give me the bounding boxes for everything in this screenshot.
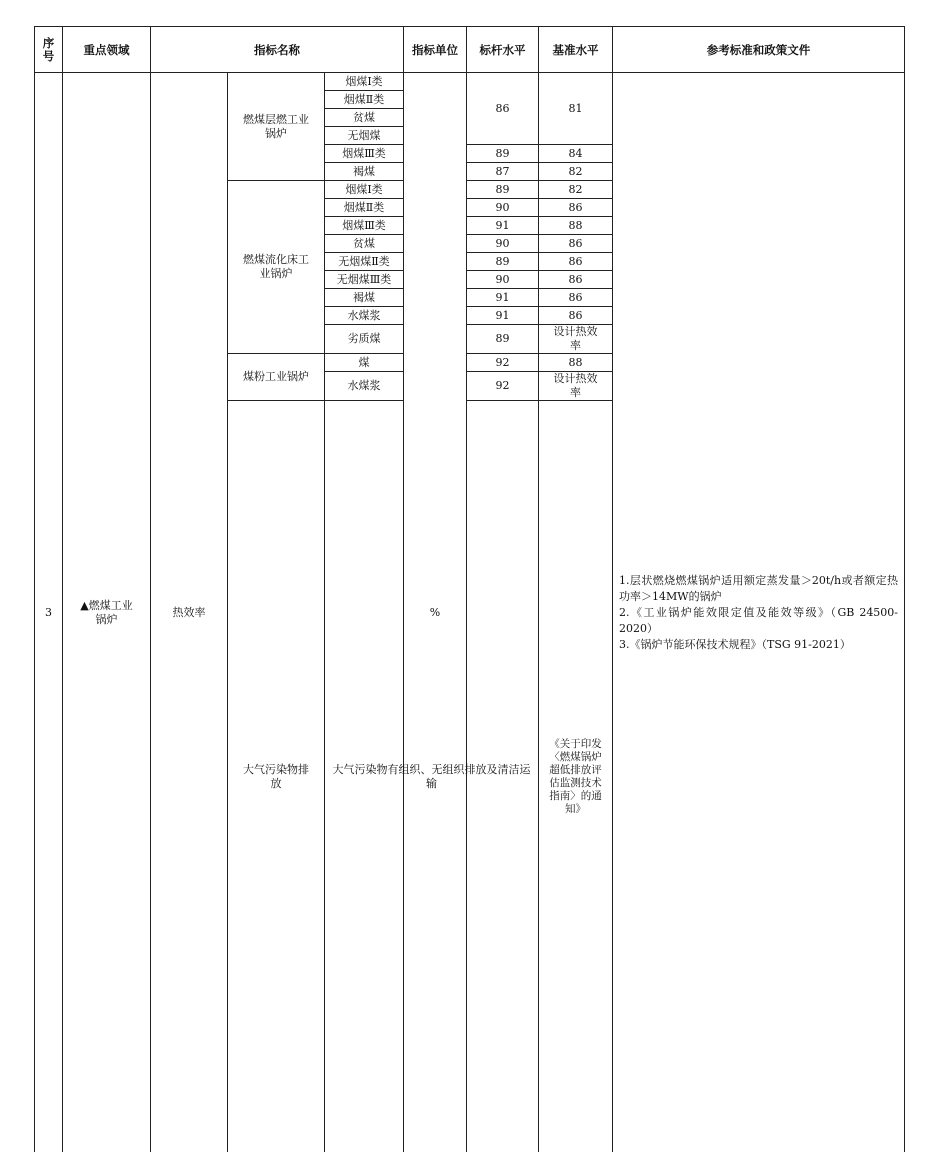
- baseline-cell: 86: [539, 199, 613, 217]
- standards-table: [34, 26, 905, 1152]
- pollution-benchmark: 《关于印发〈燃煤锅炉超低排放评估监测技术指南〉的通知》: [539, 401, 613, 1152]
- group-fluidized: 燃煤流化床工业锅炉: [228, 181, 325, 354]
- coal-type-cell: 无烟煤Ⅱ类: [325, 253, 404, 271]
- group-pulverized: 煤粉工业锅炉: [228, 354, 325, 401]
- standards-table-container: [34, 26, 904, 536]
- efficiency-label: 热效率: [151, 73, 228, 1152]
- benchmark-cell: 89: [467, 181, 539, 199]
- coal-type-cell: 无烟煤Ⅲ类: [325, 271, 404, 289]
- baseline-cell: 86: [539, 271, 613, 289]
- baseline-cell: 82: [539, 163, 613, 181]
- baseline-cell: 设计热效率: [539, 325, 613, 354]
- coal-type-cell: 烟煤Ⅰ类: [325, 73, 404, 91]
- reference-line: 3.《锅炉节能环保技术规程》（TSG 91-2021）: [619, 637, 898, 653]
- benchmark-cell: 89: [467, 325, 539, 354]
- coal-type-cell: 褐煤: [325, 163, 404, 181]
- coal-type-cell: 烟煤Ⅰ类: [325, 181, 404, 199]
- header-unit: 指标单位: [404, 27, 467, 73]
- benchmark-cell: 89: [467, 253, 539, 271]
- coal-type-cell: 水煤浆: [325, 372, 404, 401]
- benchmark-cell: 91: [467, 307, 539, 325]
- reference-line: 1.层状燃烧燃煤锅炉适用额定蒸发量＞20t/h或者额定热功率＞14MW的锅炉: [619, 573, 898, 605]
- coal-type-cell: 贫煤: [325, 109, 404, 127]
- benchmark-cell: 92: [467, 354, 539, 372]
- baseline-cell: 88: [539, 217, 613, 235]
- coal-type-cell: 贫煤: [325, 235, 404, 253]
- benchmark-cell: 91: [467, 217, 539, 235]
- baseline-cell: 设计热效率: [539, 372, 613, 401]
- baseline-cell: 86: [539, 289, 613, 307]
- coal-type-cell: 烟煤Ⅲ类: [325, 145, 404, 163]
- area-cell: ▲燃煤工业锅炉: [63, 73, 151, 1152]
- benchmark-cell: 90: [467, 235, 539, 253]
- benchmark-cell: 91: [467, 289, 539, 307]
- benchmark-cell: 86: [467, 73, 539, 145]
- header-benchmark: 标杆水平: [467, 27, 539, 73]
- baseline-cell: 82: [539, 181, 613, 199]
- benchmark-cell: 87: [467, 163, 539, 181]
- header-area: 重点领域: [63, 27, 151, 73]
- pollution-label: 大气污染物排放: [228, 401, 325, 1152]
- baseline-cell: 86: [539, 307, 613, 325]
- header-row: [35, 27, 905, 73]
- coal-type-cell: 无烟煤: [325, 127, 404, 145]
- group-layered: 燃煤层燃工业锅炉: [228, 73, 325, 181]
- coal-type-cell: 煤: [325, 354, 404, 372]
- baseline-cell: 86: [539, 253, 613, 271]
- seq-cell: 3: [35, 73, 63, 1152]
- baseline-cell: 88: [539, 354, 613, 372]
- baseline-cell: 86: [539, 235, 613, 253]
- benchmark-cell: 92: [467, 372, 539, 401]
- header-seq: 序号: [35, 27, 63, 73]
- baseline-cell: 81: [539, 73, 613, 145]
- table-row: [35, 73, 905, 91]
- benchmark-cell: 89: [467, 145, 539, 163]
- benchmark-cell: 90: [467, 271, 539, 289]
- coal-type-cell: 烟煤Ⅱ类: [325, 199, 404, 217]
- benchmark-cell: 90: [467, 199, 539, 217]
- baseline-cell: 84: [539, 145, 613, 163]
- coal-type-cell: 烟煤Ⅲ类: [325, 217, 404, 235]
- header-baseline: 基准水平: [539, 27, 613, 73]
- coal-type-cell: 褐煤: [325, 289, 404, 307]
- header-indicator: 指标名称: [151, 27, 404, 73]
- header-reference: 参考标准和政策文件: [613, 27, 905, 73]
- coal-type-cell: 水煤浆: [325, 307, 404, 325]
- efficiency-references: [613, 73, 905, 1152]
- reference-line: 2.《工业锅炉能效限定值及能效等级》（GB 24500-2020）: [619, 605, 898, 637]
- coal-type-cell: 烟煤Ⅱ类: [325, 91, 404, 109]
- pollution-indicator: 大气污染物有组织、无组织排放及清洁运输: [325, 401, 539, 1152]
- unit-cell: %: [404, 73, 467, 1152]
- coal-type-cell: 劣质煤: [325, 325, 404, 354]
